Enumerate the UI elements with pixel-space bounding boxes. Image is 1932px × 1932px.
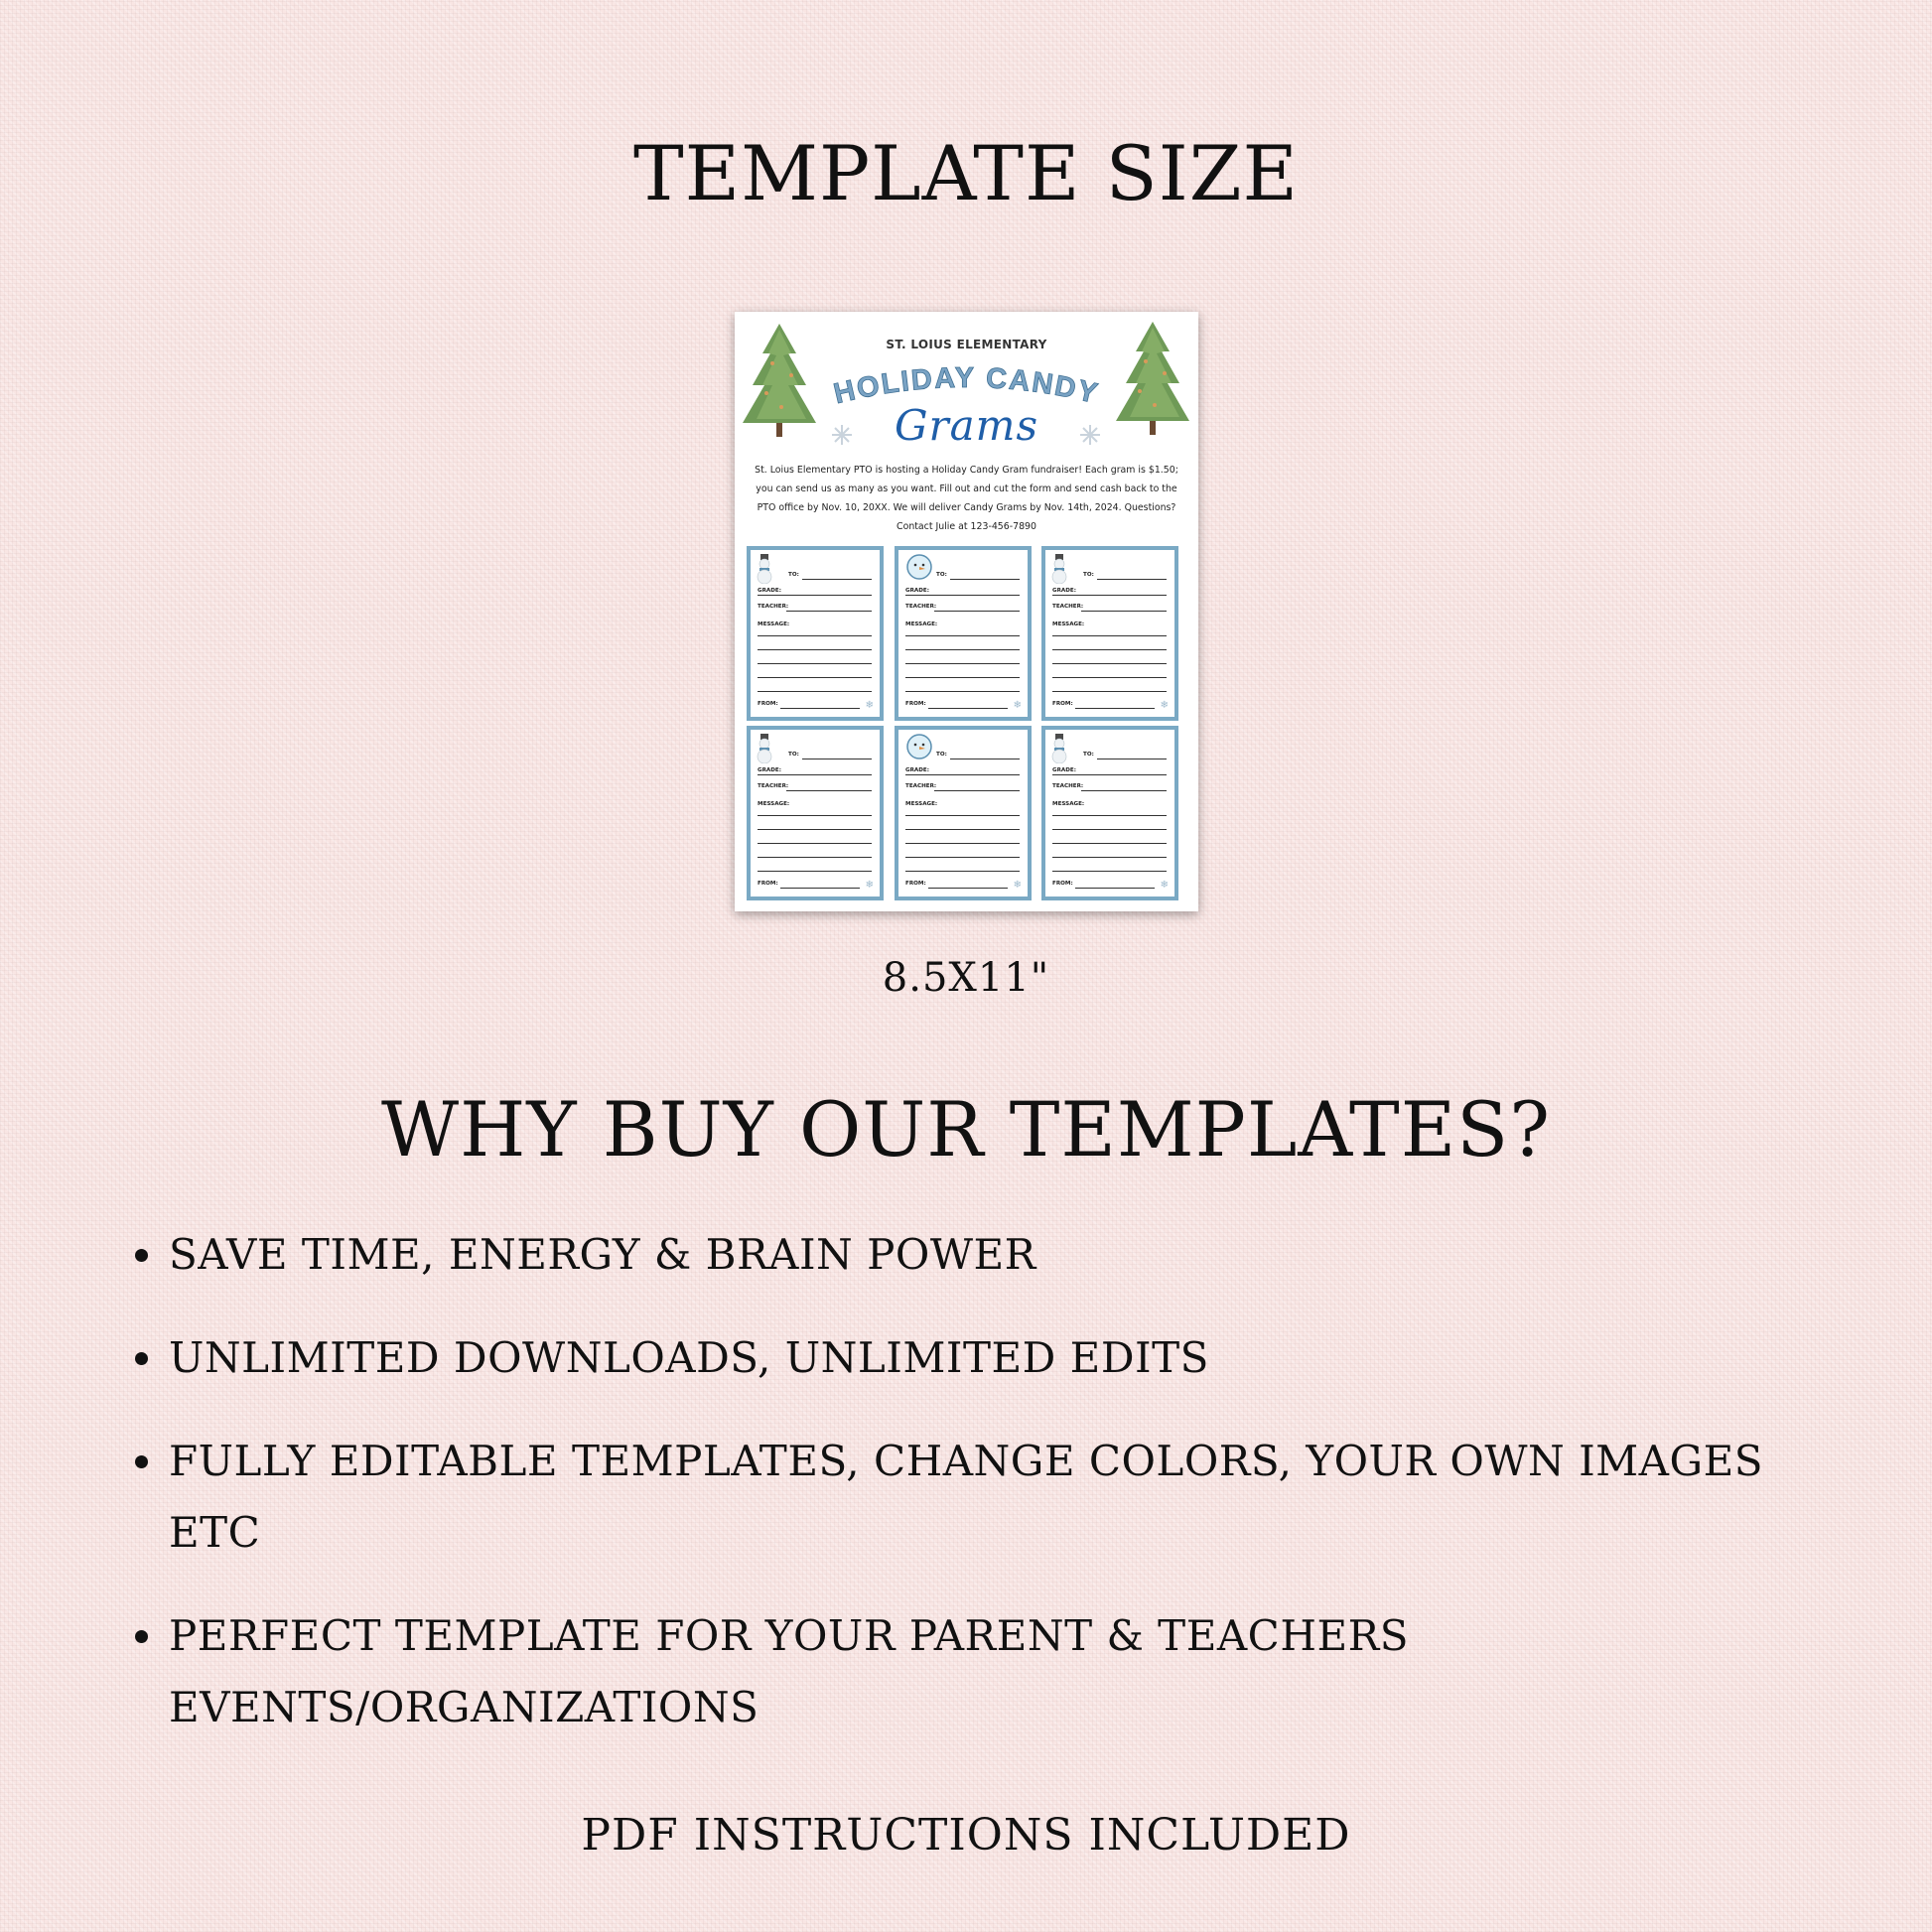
form-line: [905, 691, 1020, 692]
form-line: [1052, 649, 1167, 650]
form-line: [786, 790, 872, 791]
form-label: TEACHER:: [905, 604, 937, 610]
snowflake-icon: ❄: [1160, 700, 1169, 711]
form-line: [1052, 871, 1167, 872]
snowflake-icon: ❄: [1160, 880, 1169, 891]
form-line: [1052, 635, 1167, 636]
form-label: FROM:: [1052, 881, 1073, 887]
form-label: TO:: [788, 752, 799, 758]
form-line: [758, 691, 872, 692]
form-label: MESSAGE:: [1052, 621, 1085, 627]
form-line: [1052, 829, 1167, 830]
bullet-dot: [135, 1455, 148, 1468]
form-line: [934, 790, 1020, 791]
snowman-face-icon: [904, 734, 934, 759]
form-line: [905, 829, 1020, 830]
bullet-text: SAVE TIME, ENERGY & BRAIN POWER: [169, 1230, 1036, 1279]
form-line: [1075, 708, 1155, 709]
form-line: [758, 774, 872, 775]
snowman-face-icon: [904, 554, 934, 580]
form-line: [758, 635, 872, 636]
form-line: [1075, 888, 1155, 889]
bullet-item: [169, 1600, 1459, 1743]
form-label: FROM:: [905, 881, 926, 887]
candy-gram-card: [747, 726, 884, 900]
form-line: [905, 663, 1020, 664]
form-line: [1052, 857, 1167, 858]
bullet-item: [169, 1322, 1837, 1394]
flyer-description: St. Loius Elementary PTO is hosting a Holiday Candy Gram fundraiser! Each gram is $1.50; you can send us as many as you want. Fill out and cut the form and send cash back to the PTO office by Nov. 10, 20XX. We will deliver Candy Grams by Nov. 14th, 2024. Questions? Contact Julie at 123-456-7890: [755, 465, 1178, 532]
snowman-icon: [757, 734, 772, 763]
bullet-dot: [135, 1249, 148, 1262]
form-line: [905, 843, 1020, 844]
bullet-item: [169, 1219, 1837, 1291]
snowman-icon: [1051, 734, 1067, 763]
form-line: [934, 611, 1020, 612]
form-line: [758, 829, 872, 830]
candy-gram-card: [895, 726, 1032, 900]
form-line: [1052, 843, 1167, 844]
form-line: [758, 857, 872, 858]
candy-gram-card: [1041, 726, 1178, 900]
snowflake-icon: ❄: [1013, 880, 1022, 891]
form-line: [1052, 774, 1167, 775]
form-label: MESSAGE:: [905, 621, 938, 627]
bullet-text: PERFECT TEMPLATE FOR YOUR PARENT & TEACHERS EVENTS/ORGANIZATIONS: [169, 1611, 1409, 1731]
form-line: [928, 708, 1008, 709]
form-line: [758, 815, 872, 816]
svg-text:HOLIDAY CANDY: HOLIDAY CANDY: [830, 361, 1103, 411]
form-line: [905, 635, 1020, 636]
candy-gram-card: [747, 546, 884, 721]
form-line: [905, 871, 1020, 872]
form-label: TEACHER:: [905, 783, 937, 789]
form-label: FROM:: [758, 881, 778, 887]
candy-gram-card: [895, 546, 1032, 721]
form-label: FROM:: [1052, 701, 1073, 707]
form-line: [758, 677, 872, 678]
form-line: [1052, 815, 1167, 816]
size-label: 8.5X11": [882, 955, 1050, 1001]
form-line: [1052, 677, 1167, 678]
flyer-school-name: ST. LOIUS ELEMENTARY: [886, 338, 1047, 351]
form-line: [928, 888, 1008, 889]
bullet-dot: [135, 1352, 148, 1365]
form-line: [1052, 595, 1167, 596]
form-label: TEACHER:: [758, 783, 789, 789]
form-label: GRADE:: [1052, 588, 1076, 594]
form-label: TO:: [1083, 572, 1094, 578]
form-line: [780, 708, 860, 709]
form-label: GRADE:: [905, 767, 929, 773]
form-label: MESSAGE:: [905, 801, 938, 807]
form-line: [802, 579, 872, 580]
form-line: [780, 888, 860, 889]
form-line: [1081, 611, 1167, 612]
form-label: MESSAGE:: [758, 621, 790, 627]
form-line: [758, 843, 872, 844]
form-label: TO:: [936, 752, 947, 758]
form-line: [905, 857, 1020, 858]
form-line: [905, 595, 1020, 596]
form-line: [758, 595, 872, 596]
form-label: FROM:: [905, 701, 926, 707]
flyer-script-title: Grams: [894, 401, 1039, 450]
form-label: GRADE:: [905, 588, 929, 594]
why-heading: WHY BUY OUR TEMPLATES?: [381, 1085, 1551, 1173]
form-line: [1052, 691, 1167, 692]
form-label: TO:: [788, 572, 799, 578]
form-label: TEACHER:: [1052, 604, 1084, 610]
form-line: [905, 815, 1020, 816]
form-label: TO:: [936, 572, 947, 578]
form-label: GRADE:: [758, 767, 781, 773]
form-label: TEACHER:: [758, 604, 789, 610]
bullet-text: UNLIMITED DOWNLOADS, UNLIMITED EDITS: [169, 1333, 1209, 1382]
flyer-preview: [735, 312, 1198, 911]
form-label: GRADE:: [758, 588, 781, 594]
form-line: [786, 611, 872, 612]
snowman-icon: [1051, 554, 1067, 584]
candy-gram-card: [1041, 546, 1178, 721]
form-line: [1052, 663, 1167, 664]
form-label: MESSAGE:: [1052, 801, 1085, 807]
form-line: [758, 663, 872, 664]
form-line: [950, 579, 1020, 580]
form-label: TO:: [1083, 752, 1094, 758]
footer-note: PDF INSTRUCTIONS INCLUDED: [581, 1810, 1351, 1861]
form-line: [1097, 579, 1167, 580]
snowflake-icon: ❄: [865, 880, 874, 891]
snowman-icon: [757, 554, 772, 584]
form-line: [758, 649, 872, 650]
form-label: MESSAGE:: [758, 801, 790, 807]
form-label: FROM:: [758, 701, 778, 707]
bullet-dot: [135, 1630, 148, 1643]
form-line: [758, 871, 872, 872]
form-label: GRADE:: [1052, 767, 1076, 773]
snowflake-icon: ❄: [1013, 700, 1022, 711]
form-line: [905, 677, 1020, 678]
snowflake-icon: ❄: [865, 700, 874, 711]
page-title: TEMPLATE SIZE: [632, 129, 1300, 217]
form-label: TEACHER:: [1052, 783, 1084, 789]
form-line: [1081, 790, 1167, 791]
bullet-text: FULLY EDITABLE TEMPLATES, CHANGE COLORS, YOUR OWN IMAGES ETC: [169, 1437, 1763, 1557]
form-line: [905, 649, 1020, 650]
form-line: [905, 774, 1020, 775]
bullet-item: [169, 1426, 1857, 1569]
